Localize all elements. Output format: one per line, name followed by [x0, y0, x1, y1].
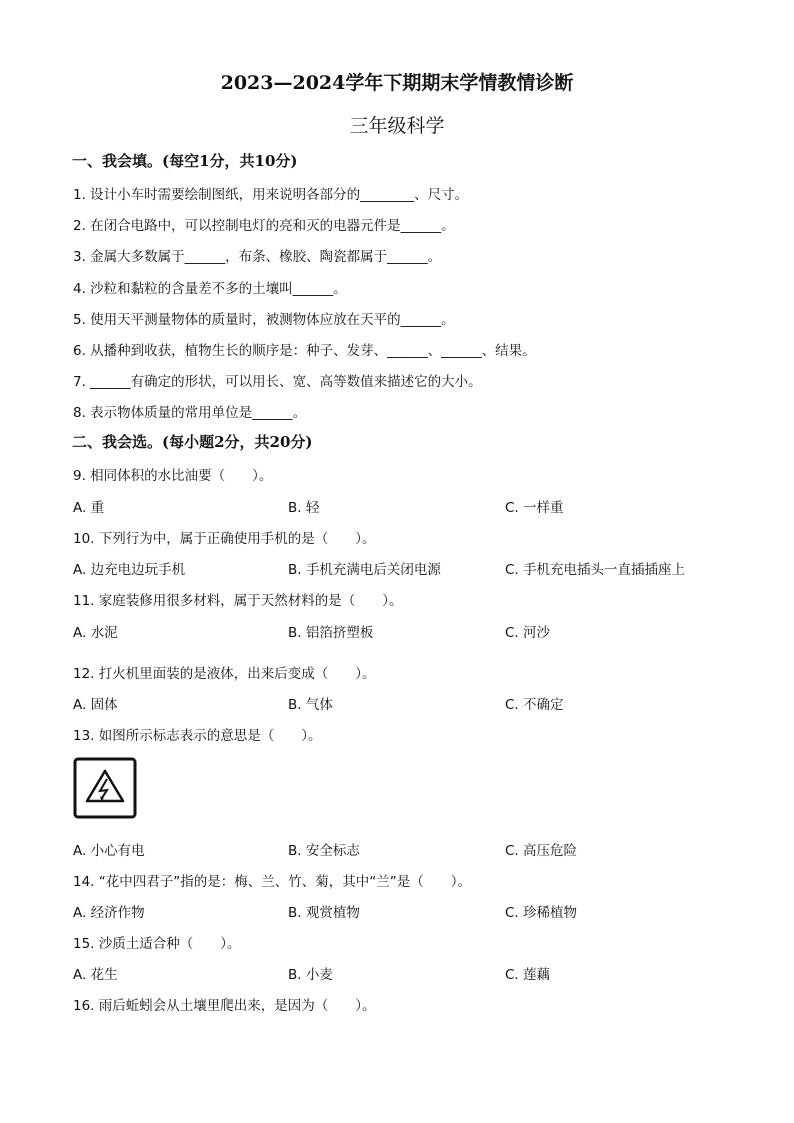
choice-15-option-b: B. 小麦	[288, 967, 333, 983]
choice-13-option-b: B. 安全标志	[288, 843, 360, 859]
choice-15-option-a: A. 花生	[73, 967, 118, 983]
choice-10-option-b: B. 手机充满电后关闭电源	[288, 562, 441, 578]
choice-question-14: 14. “花中四君子”指的是：梅、兰、竹、菊，其中“兰”是（ ）。	[73, 874, 471, 890]
fill-question-7: 7. ______有确定的形状，可以用长、宽、高等数值来描述它的大小。	[73, 374, 482, 390]
section-heading-choice: 二、我会选。(每小题2分，共20分)	[72, 433, 313, 451]
choice-10-option-c: C. 手机充电插头一直插插座上	[505, 562, 686, 578]
choice-question-13: 13. 如图所示标志表示的意思是（ ）。	[73, 728, 322, 744]
fill-question-8: 8. 表示物体质量的常用单位是______。	[73, 405, 307, 421]
choice-12-option-c: C. 不确定	[505, 697, 564, 713]
choice-question-16: 16. 雨后蚯蚓会从土壤里爬出来，是因为（ ）。	[73, 998, 376, 1014]
choice-13-option-a: A. 小心有电	[73, 843, 145, 859]
fill-question-6: 6. 从播种到收获，植物生长的顺序是：种子、发芽、______、______、结果。	[73, 343, 536, 359]
choice-14-option-b: B. 观赏植物	[288, 905, 360, 921]
choice-14-option-a: A. 经济作物	[73, 905, 145, 921]
choice-9-option-a: A. 重	[73, 500, 105, 516]
page-title: 2023—2024学年下期期末学情教情诊断	[220, 72, 574, 94]
electric-hazard-sign-icon	[73, 757, 137, 819]
choice-15-option-c: C. 莲藕	[505, 967, 551, 983]
choice-9-option-c: C. 一样重	[505, 500, 564, 516]
fill-question-5: 5. 使用天平测量物体的质量时，被测物体应放在天平的______。	[73, 312, 455, 328]
fill-question-1: 1. 设计小车时需要绘制图纸，用来说明各部分的________、尺寸。	[73, 187, 469, 203]
choice-question-11: 11. 家庭装修用很多材料，属于天然材料的是（ ）。	[73, 593, 403, 609]
fill-question-3: 3. 金属大多数属于______，布条、橡胶、陶瓷都属于______。	[73, 249, 442, 265]
choice-11-option-a: A. 水泥	[73, 625, 118, 641]
choice-9-option-b: B. 轻	[288, 500, 320, 516]
choice-11-option-b: B. 铝箔挤塑板	[288, 625, 374, 641]
choice-12-option-b: B. 气体	[288, 697, 333, 713]
choice-question-9: 9. 相同体积的水比油要（ ）。	[73, 468, 273, 484]
choice-question-15: 15. 沙质土适合种（ ）。	[73, 936, 241, 952]
fill-question-2: 2. 在闭合电路中，可以控制电灯的亮和灭的电器元件是______。	[73, 218, 455, 234]
choice-12-option-a: A. 固体	[73, 697, 118, 713]
fill-question-4: 4. 沙粒和黏粒的含量差不多的土壤叫______。	[73, 281, 347, 297]
choice-question-10: 10. 下列行为中，属于正确使用手机的是（ ）。	[73, 531, 376, 547]
choice-10-option-a: A. 边充电边玩手机	[73, 562, 186, 578]
choice-question-12: 12. 打火机里面装的是液体，出来后变成（ ）。	[73, 666, 376, 682]
section-heading-fill: 一、我会填。(每空1分，共10分)	[72, 152, 298, 170]
choice-13-option-c: C. 高压危险	[505, 843, 578, 859]
choice-14-option-c: C. 珍稀植物	[505, 905, 578, 921]
page-subtitle: 三年级科学	[349, 115, 445, 137]
choice-11-option-c: C. 河沙	[505, 625, 551, 641]
